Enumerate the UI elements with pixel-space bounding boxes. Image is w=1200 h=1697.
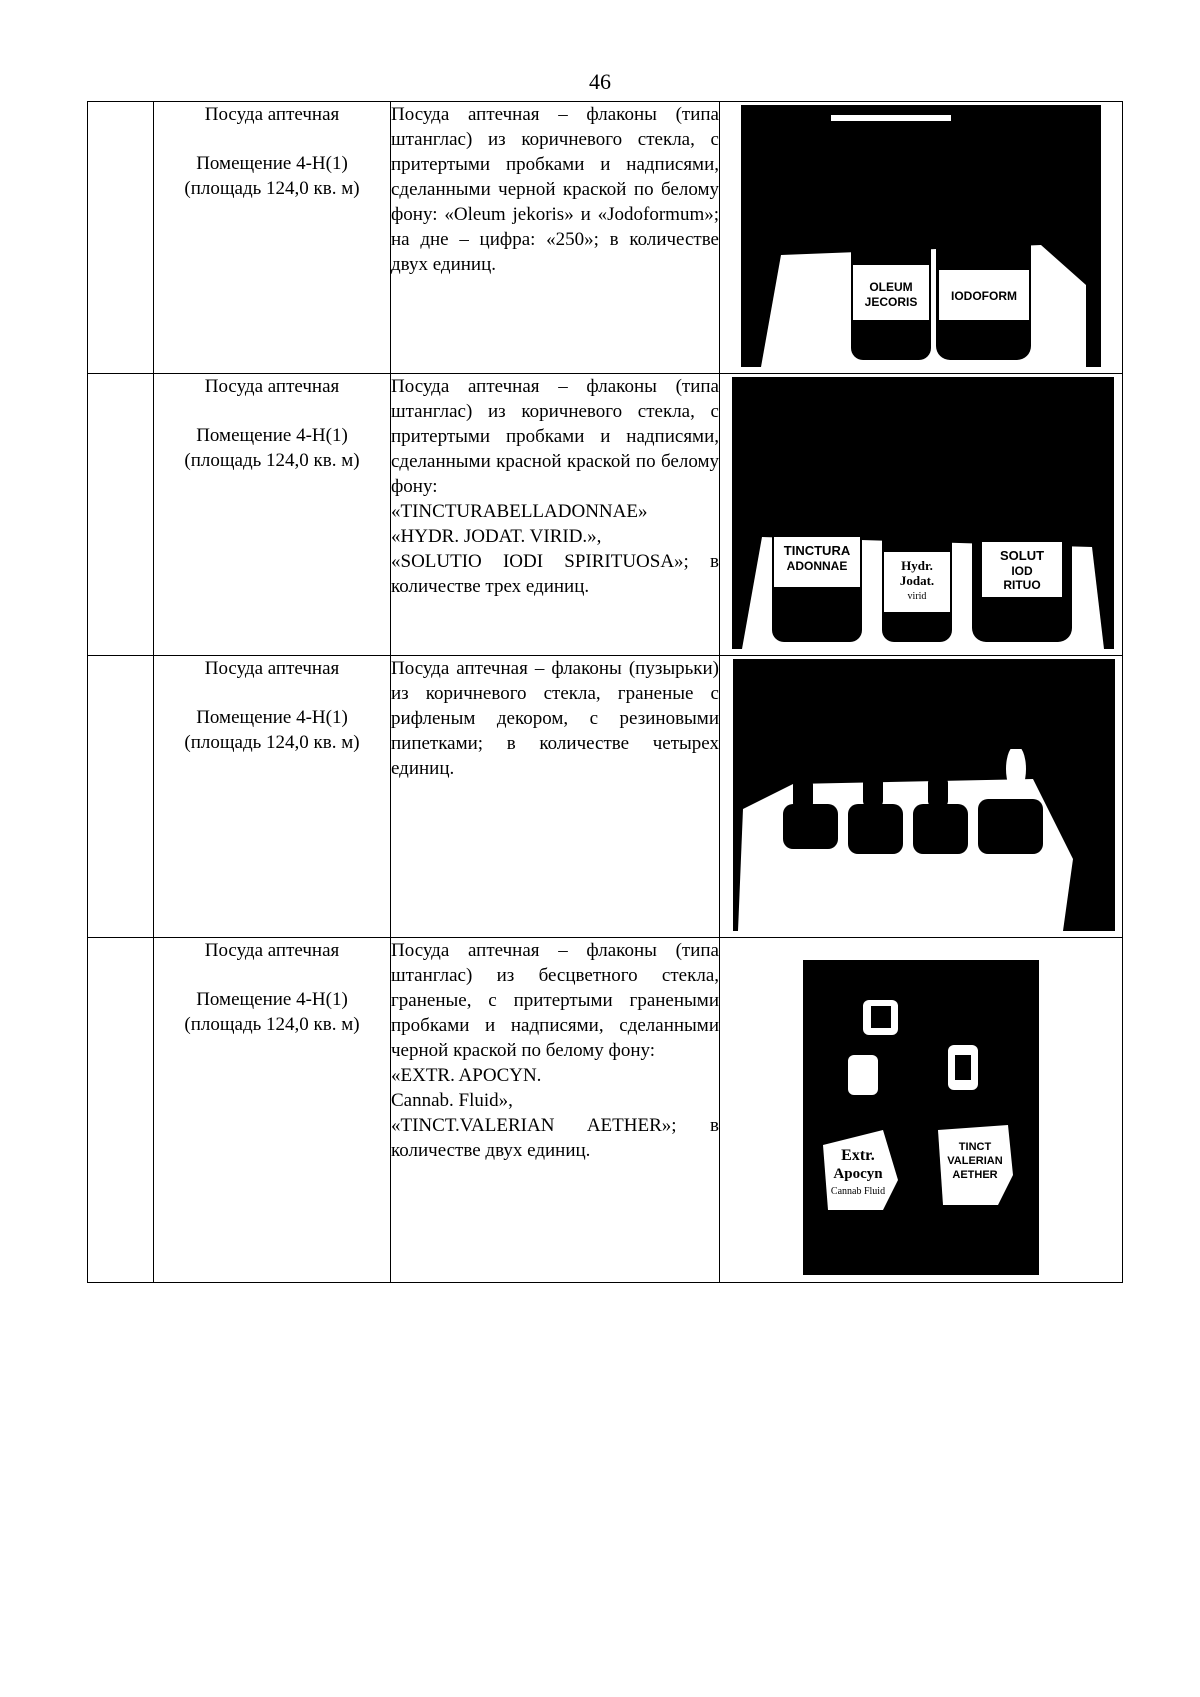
photo-label: RITUO — [1003, 578, 1041, 592]
item-photo — [732, 377, 1114, 649]
item-description: Посуда аптечная – флаконы (типа штанглас) из коричневого стекла, с притертыми пробками и надписями, сделанными красной краской по белому фону: «TINCTURABELLADONNAE» «HYDR. JODAT. VIRID.», «SOLUTIO IODI SPIRITUOSA»; в количестве трех единиц. — [391, 374, 720, 656]
photo-label: VALERIAN — [947, 1155, 1003, 1167]
room-label: Помещение 4-Н(1) — [196, 425, 348, 446]
table-row — [88, 938, 1123, 1283]
item-name: Посуда аптечная — [204, 940, 340, 961]
item-photo — [803, 960, 1039, 1275]
area-label: (площадь 124,0 кв. м) — [184, 1014, 360, 1035]
item-name-cell — [154, 938, 391, 1283]
photo-label: IODOFORM — [951, 289, 1017, 303]
item-name: Посуда аптечная — [204, 376, 340, 397]
photo-cell — [720, 102, 1123, 374]
photo-label: OLEUM — [869, 280, 913, 294]
item-photo — [741, 105, 1101, 367]
row-number-cell — [88, 938, 154, 1283]
photo-label: virid — [907, 591, 927, 602]
photo-label: JECORIS — [864, 295, 918, 309]
item-photo — [733, 659, 1115, 931]
row-number-cell — [88, 656, 154, 938]
photo-cell — [720, 938, 1123, 1283]
item-name-cell — [154, 374, 391, 656]
photo-label: AETHER — [952, 1169, 998, 1181]
page-number: 46 — [589, 69, 611, 94]
room-label: Помещение 4-Н(1) — [196, 707, 348, 728]
inventory-table — [87, 101, 1123, 1283]
room-label: Помещение 4-Н(1) — [196, 153, 348, 174]
item-description: Посуда аптечная – флаконы (типа штанглас) из бесцветного стекла, граненые, с притертыми гранеными пробками и надписями, сделанными черной краской по белому фону: «EXTR. APOCYN. Cannab. Fluid», «TINCT.VALERIAN AETHER»; в количестве двух единиц. — [391, 938, 720, 1283]
photo-label: Hydr. — [901, 558, 933, 573]
photo-label: ADONNAE — [786, 559, 848, 573]
item-name: Посуда аптечная — [204, 104, 340, 125]
photo-label: Cannab Fluid — [830, 1186, 886, 1197]
area-label: (площадь 124,0 кв. м) — [184, 450, 360, 471]
photo-label: Jodat. — [899, 573, 935, 588]
item-name-cell — [154, 656, 391, 938]
row-number-cell — [88, 102, 154, 374]
area-label: (площадь 124,0 кв. м) — [184, 732, 360, 753]
item-name-cell — [154, 102, 391, 374]
item-name: Посуда аптечная — [204, 658, 340, 679]
photo-label: Extr. — [841, 1147, 875, 1164]
row-number-cell — [88, 374, 154, 656]
item-description: Посуда аптечная – флаконы (пузырьки) из коричневого стекла, граненые с рифленым декором, с резиновыми пипетками; в количестве четырех единиц. — [391, 656, 720, 938]
item-description: Посуда аптечная – флаконы (типа штанглас) из коричневого стекла, с притертыми пробками и надписями, сделанными черной краской по белому фону: «Oleum jekoris» и «Jodoformum»; на дне – цифра: «250»; в количестве двух единиц. — [391, 102, 720, 374]
photo-cell — [720, 656, 1123, 938]
photo-label: Apocyn — [833, 1166, 883, 1182]
table-row — [88, 374, 1123, 656]
table-row — [88, 656, 1123, 938]
area-label: (площадь 124,0 кв. м) — [184, 178, 360, 199]
photo-label: SOLUT — [999, 548, 1045, 563]
photo-label: IOD — [1011, 564, 1033, 578]
photo-label: TINCT — [958, 1141, 992, 1153]
photo-cell — [720, 374, 1123, 656]
photo-label: TINCTURA — [783, 543, 851, 558]
table-row — [88, 102, 1123, 374]
room-label: Помещение 4-Н(1) — [196, 989, 348, 1010]
